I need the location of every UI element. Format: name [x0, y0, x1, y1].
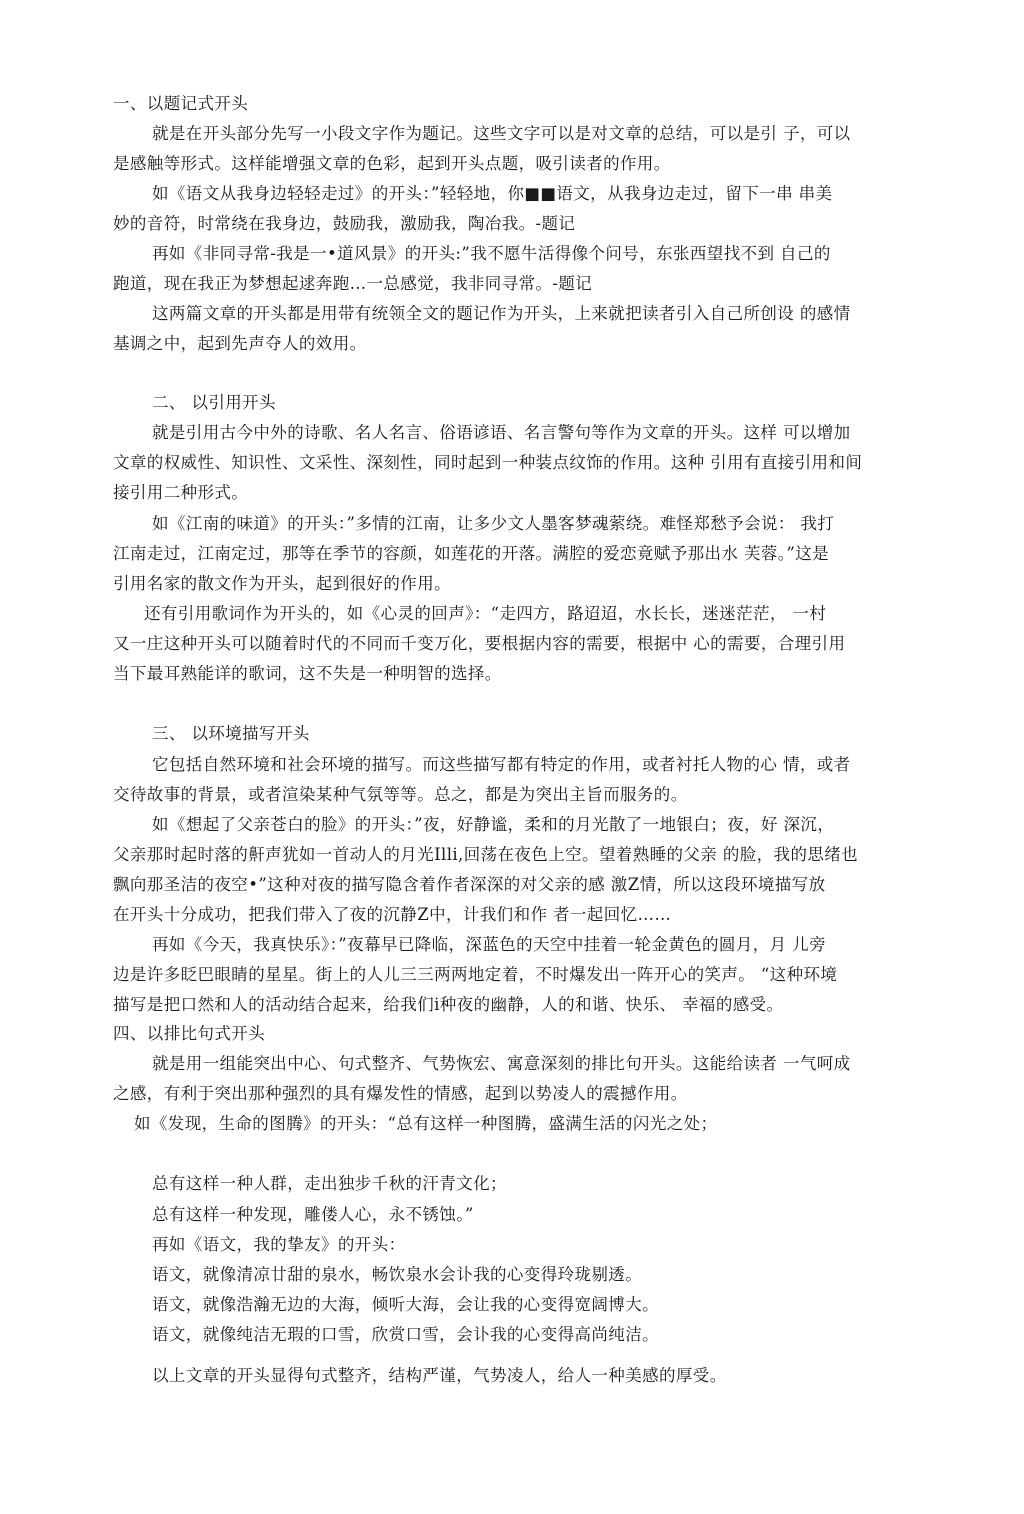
paragraph-line: 妙的音符，时常绕在我身边，鼓励我，激励我，陶冶我。-题记	[113, 214, 576, 233]
paragraph-line: 交待故事的背景，或者渲染某种气氛等等。总之，都是为突出主旨而服务的。	[113, 785, 688, 804]
paragraph-line: 再如《非同寻常-我是一•道风景》的开头:”我不愿牛活得像个问号，东张西望找不到 自己的	[152, 244, 831, 263]
paragraph-line: 边是许多眨巴眼睛的星星。街上的人儿三三两两地定着，不时爆发出一阵开心的笑声。 “这种环境	[113, 965, 838, 984]
closing-paragraph: 以上文章的开头显得句式整齐，结构严谨，气势凌人，给人一种美感的厚受。	[152, 1366, 727, 1385]
paragraph-line: 如《语文从我身边轻轻走过》的开头：”轻轻地，你■■语文，从我身边走过，留下一串 串美	[152, 184, 833, 203]
paragraph-line: 就是引用古今中外的诗歌、名人名言、俗语谚语、名言警句等作为文章的开头。这样 可以增加	[152, 423, 851, 442]
paragraph-line: 还有引用歌词作为开头的，如《心灵的回声》：“走四方，路迢迢，水长长，迷迷茫茫， 一村	[144, 604, 827, 623]
paragraph-line: 基调之中，起到先声夺人的效用。	[113, 334, 367, 353]
paragraph-line: 如《江南的味道》的开头：”多情的江南，让多少文人墨客梦魂萦绕。难怪郑愁予会说： 我打	[152, 514, 835, 533]
paragraph-line: 当下最耳熟能详的歌词，这不失是一种明智的选择。	[113, 664, 502, 683]
section-heading-2: 二、 以引用开头	[152, 393, 276, 412]
paragraph-line: 之感，有利于突出那种强烈的具有爆发性的情感，起到以势凌人的震撼作用。	[113, 1084, 688, 1103]
paragraph-line: 飘向那圣洁的夜空•”这种对夜的描写隐含着作者深深的对父亲的感 激Z情，所以这段环境描写放	[113, 875, 826, 894]
paragraph-line: 再如《语文，我的挚友》的开头：	[152, 1235, 406, 1254]
quote-line: 语文，就像浩瀚无边的大海，倾听大海，会让我的心变得宽阔博大。	[152, 1295, 659, 1314]
section-heading-3: 三、 以环境描写开头	[152, 724, 310, 743]
paragraph-line: 是感触等形式。这样能增强文章的色彩，起到开头点题，吸引读者的作用。	[113, 154, 671, 173]
paragraph-line: 就是在开头部分先写一小段文字作为题记。这些文字可以是对文章的总结，可以是引 子，可以	[152, 124, 851, 143]
paragraph-line: 描写是把口然和人的活动结合起来，给我们i种夜的幽静，人的和谐、快乐、 幸福的感受。	[113, 995, 784, 1014]
paragraph-line: 跑道，现在我正为梦想起逑奔跑…一总感觉，我非同寻常。-题记	[113, 274, 593, 293]
section-heading-4: 四、以排比句式开头	[113, 1024, 266, 1043]
quote-line: 语文，就像清凉廿甜的泉水，畅饮泉水会讣我的心变得玲珑剔透。	[152, 1265, 643, 1284]
paragraph-line: 父亲那时起时落的鼾声犹如一首动人的月光Illi,回荡在夜色上空。望着熟睡的父亲 的脸，我的思绪也	[113, 845, 859, 864]
paragraph-line: 再如《今天，我真快乐》：”夜幕早已降临，深蓝色的天空中挂着一轮金黄色的圆月，月 儿旁	[152, 935, 826, 954]
paragraph-line: 就是用一组能突出中心、句式整齐、气势恢宏、寓意深刻的排比句开头。这能给读者 一气呵成	[152, 1054, 851, 1073]
paragraph-line: 又一庄这种开头可以随着时代的不同而千变万化，要根据内容的需要，根据中 心的需要，合理引用	[113, 634, 846, 653]
paragraph-line: 在开头十分成功，把我们带入了夜的沉静Z中，计我们和作 者一起回忆……	[113, 905, 672, 924]
paragraph-line: 文章的权威性、知识性、文采性、深刻性，同时起到一种装点纹饰的作用。这种 引用有直接引用和间	[113, 453, 863, 472]
paragraph-line: 这两篇文章的开头都是用带有统领全文的题记作为开头，上来就把读者引入自己所创设 的感情	[152, 304, 851, 323]
paragraph-line: 它包括自然环境和社会环境的描写。而这些描写都有特定的作用，或者衬托人物的心 情，或者	[152, 755, 851, 774]
paragraph-line: 江南走过，江南定过，那等在季节的容颜，如莲花的开落。满腔的爱恋竟赋予那出水 芙蓉。”这是	[113, 544, 830, 563]
paragraph-line: 如《想起了父亲苍白的脸》的开头：”夜，好静谧，柔和的月光散了一地银白；夜，好 深沉，	[152, 815, 835, 834]
quote-line: 总有这样一种发现，雕偻人心，永不锈蚀。”	[152, 1205, 474, 1224]
paragraph-line: 如《发现，生命的图腾》的开头：“总有这样一种图腾，盛满生活的闪光之处；	[134, 1114, 718, 1133]
paragraph-line: 接引用二种形式。	[113, 483, 249, 502]
quote-line: 语文，就像纯洁无瑕的口雪，欣赏口雪，会讣我的心变得高尚纯洁。	[152, 1325, 659, 1344]
section-heading-1: 一、以题记式开头	[113, 94, 249, 113]
quote-line: 总有这样一种人群，走出独步千秋的汗青文化；	[152, 1174, 507, 1193]
paragraph-line: 引用名家的散文作为开头，起到很好的作用。	[113, 574, 451, 593]
